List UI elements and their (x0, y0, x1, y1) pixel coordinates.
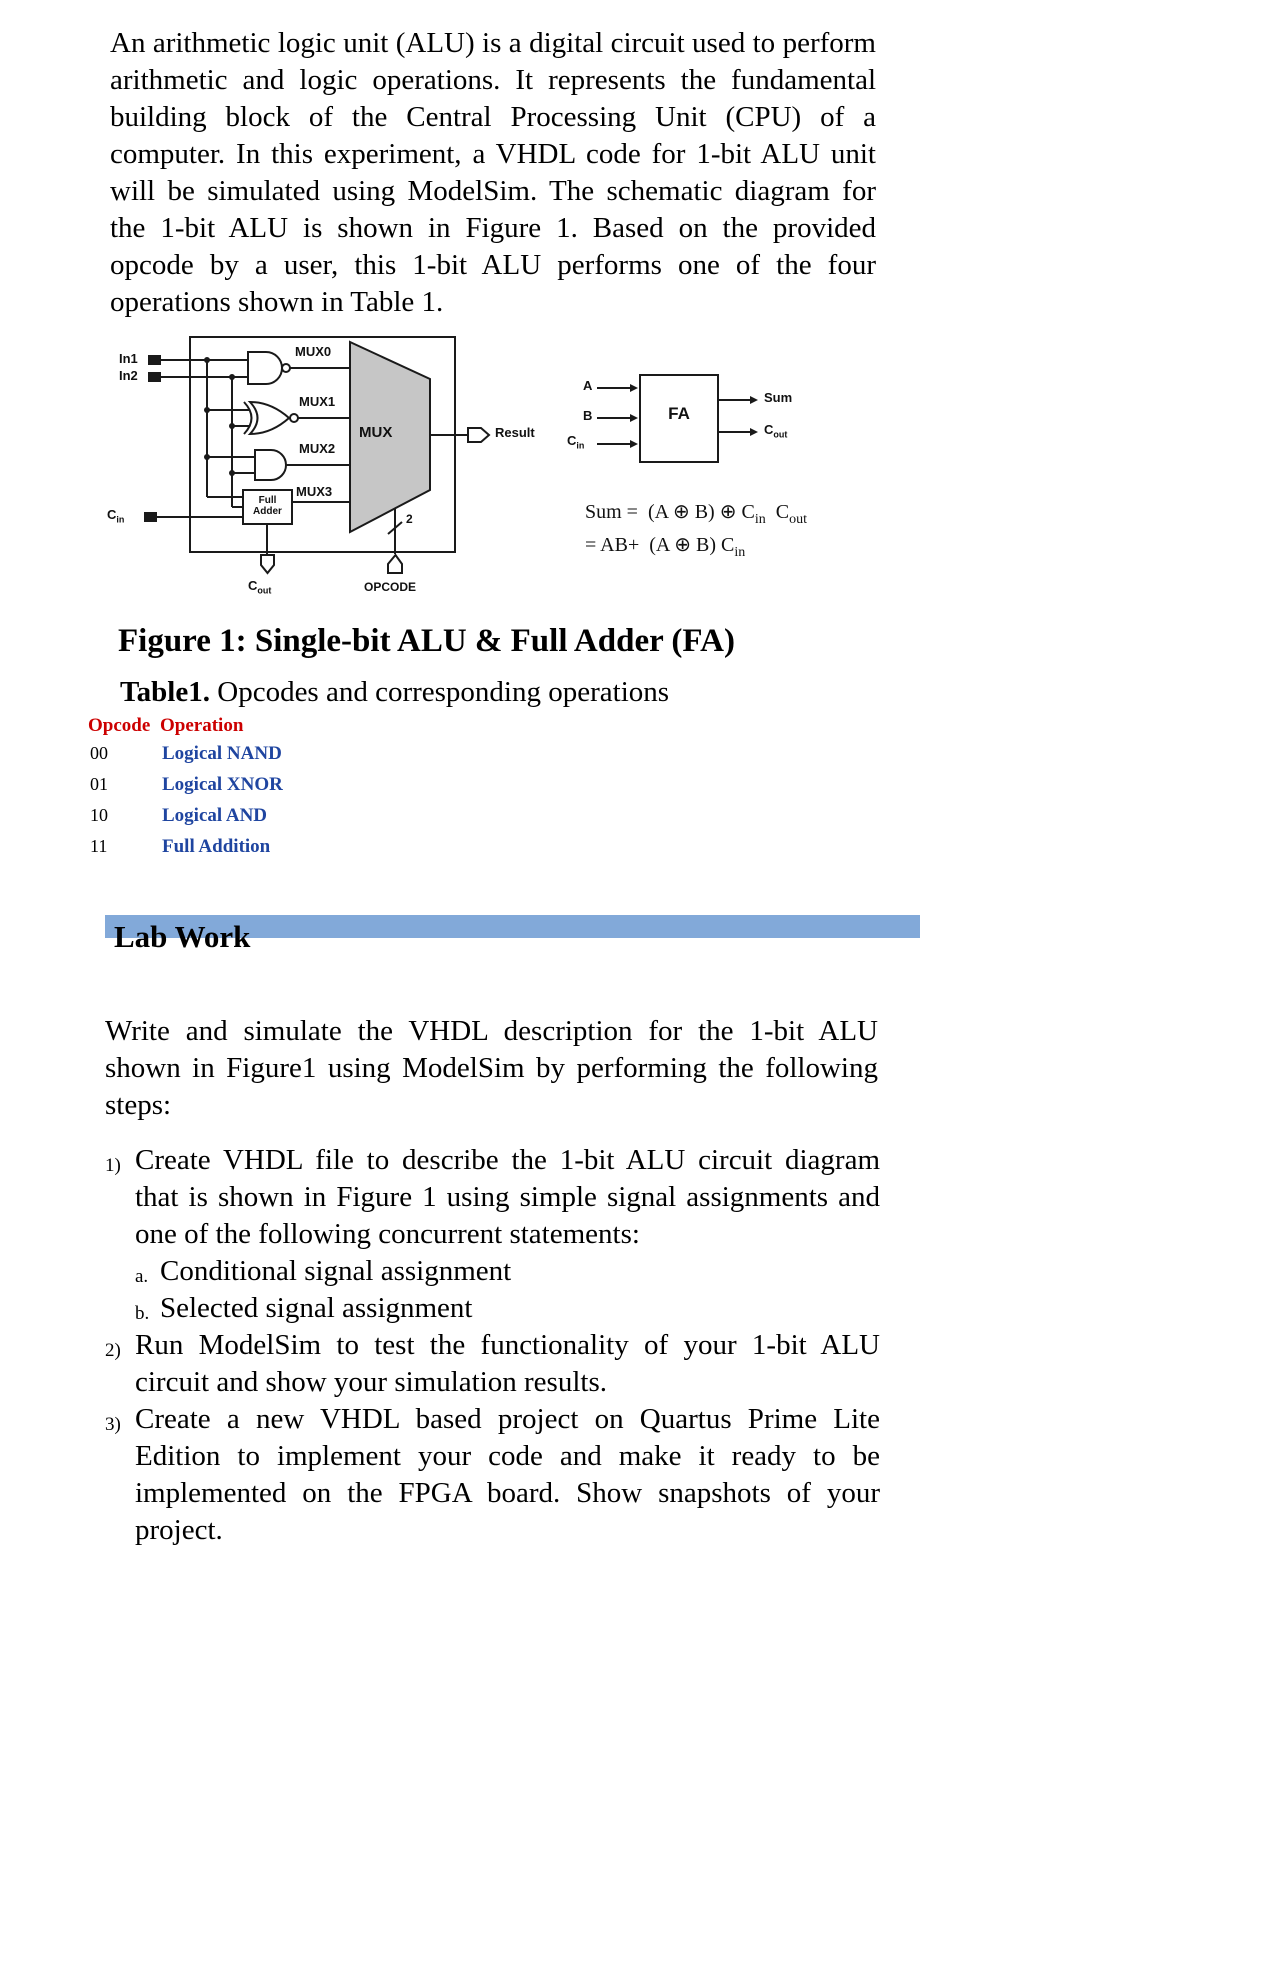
xnor-gate (250, 402, 289, 434)
sub-list-item-b (135, 1290, 880, 1327)
opcode-column-header: Opcode (88, 715, 151, 736)
list-item-3-text: Create a new VHDL based project on Quartus Prime Lite Edition to implement your code and make it ready to be implemented on the FPGA board. Show snapshots of your project. (135, 1403, 880, 1546)
cout-subscript: out (257, 585, 272, 596)
cin-port (145, 513, 156, 521)
mux1-label: MUX1 (299, 394, 336, 409)
sub-list-item-a (135, 1253, 880, 1290)
mux0-label: MUX0 (295, 344, 332, 359)
list-marker-2: 2) (105, 1340, 121, 1361)
operation-column-header: Operation (160, 715, 244, 736)
table-caption-title: Table1. (120, 676, 210, 708)
table-row (88, 836, 283, 867)
list-item-2-text: Run ModelSim to test the functionality of your 1-bit ALU circuit and show your simulation results. (135, 1329, 880, 1398)
fa-block-label: FA (668, 404, 690, 423)
opcode-port (388, 555, 402, 573)
cin-label (107, 508, 124, 525)
input-wires (157, 360, 255, 517)
list-item-1 (105, 1142, 880, 1327)
nand-bubble (282, 364, 290, 372)
opcode-table (88, 715, 283, 867)
cout-equation (585, 532, 745, 561)
mux2-label: MUX2 (299, 441, 336, 456)
cout-label (248, 579, 271, 596)
in1-label: In1 (119, 351, 138, 366)
and-gate (255, 450, 286, 480)
full-adder-label-line1: Full (258, 495, 277, 506)
list-marker-3: 3) (105, 1414, 121, 1435)
cin-subscript: in (116, 514, 125, 525)
table-row (88, 805, 283, 836)
fa-b-label: B (583, 408, 593, 423)
lab-work-heading: Lab Work (114, 919, 251, 954)
xnor-back-curve (244, 402, 252, 434)
full-adder-label (243, 495, 292, 517)
fa-cout-label (764, 423, 787, 440)
list-item-3-body (135, 1401, 880, 1549)
figure-1-diagram (85, 327, 1205, 619)
sub-list-marker-a: a. (135, 1266, 149, 1287)
table-caption (120, 676, 1284, 709)
fa-cout-letter: C (764, 422, 774, 437)
result-label: Result (495, 425, 535, 440)
opcode-cell: 00 (90, 743, 108, 763)
list-marker-1: 1) (105, 1155, 121, 1176)
opcode-cell: 11 (90, 836, 108, 856)
steps-list (105, 1142, 880, 1549)
lab-work-section-header (0, 915, 1284, 957)
mux3-label: MUX3 (296, 484, 333, 499)
alu-fa-schematic (85, 327, 1205, 619)
cout-port (261, 555, 274, 573)
full-adder-label-line2: Adder (253, 506, 282, 517)
opcode-cell: 10 (90, 805, 108, 825)
intro-paragraph: An arithmetic logic unit (ALU) is a digital circuit used to perform arithmetic and logic operations. It represents the fundamental building block of the Central Processing Unit (CPU) of a computer. In this experiment, a VHDL code for 1-bit ALU unit will be simulated using ModelSim. The schematic diagram for the 1-bit ALU is shown in Figure 1. Based on the provided opcode by a user, this 1-bit ALU performs one of the four operations shown in Table 1. (110, 27, 876, 318)
table-row (88, 774, 283, 805)
list-item-2-body (135, 1327, 880, 1401)
document-page (0, 25, 1284, 1977)
operation-cell: Logical AND (162, 805, 268, 826)
sum-equation-sub-in: in (754, 512, 766, 527)
xnor-bubble (290, 414, 298, 422)
list-item-1-body (135, 1142, 880, 1327)
sub-list-item-a-text: Conditional signal assignment (160, 1255, 512, 1287)
sum-equation-cout: C (765, 501, 790, 523)
sum-equation-sub-out: out (789, 512, 807, 527)
sum-equation (585, 499, 807, 528)
fa-cin-subscript: in (576, 440, 585, 451)
list-item-3 (105, 1401, 880, 1549)
sub-list-item-b-text: Selected signal assignment (160, 1292, 473, 1324)
sub-list-marker-b: b. (135, 1303, 150, 1324)
cout-letter: C (248, 578, 258, 593)
list-item-1-text: Create VHDL file to describe the 1-bit ALU circuit diagram that is shown in Figure 1 using simple signal assignments and one of the following concurrent statements: (135, 1144, 880, 1250)
lab-work-intro: Write and simulate the VHDL description for the 1-bit ALU shown in Figure1 using ModelSim by performing the following steps: (105, 1015, 878, 1121)
mux-label: MUX (359, 424, 393, 441)
fa-cin-label (567, 434, 584, 451)
fa-cout-subscript: out (773, 429, 788, 440)
figure-caption: Figure 1: Single-bit ALU & Full Adder (FA) (118, 623, 735, 659)
result-port (468, 428, 489, 442)
cin-letter: C (107, 507, 117, 522)
cout-equation-sub-in: in (734, 545, 746, 560)
operation-cell: Logical XNOR (162, 774, 283, 795)
table-header-row (88, 715, 283, 743)
table-caption-text: Opcodes and corresponding operations (210, 676, 670, 708)
operation-cell: Full Addition (162, 836, 271, 857)
fa-cin-letter: C (567, 433, 577, 448)
bus-width-label: 2 (406, 512, 413, 526)
nand-gate (248, 352, 282, 384)
opcode-label: OPCODE (364, 580, 417, 594)
in1-port (149, 356, 160, 364)
list-item-2 (105, 1327, 880, 1401)
operation-cell: Logical NAND (162, 743, 282, 764)
in2-label: In2 (119, 368, 138, 383)
fa-a-label: A (583, 378, 593, 393)
fa-sum-label: Sum (764, 390, 793, 405)
cout-equation-main: = AB+ (A ⊕ B) C (585, 534, 735, 556)
in2-port (149, 373, 160, 381)
opcode-cell: 01 (90, 774, 108, 794)
table-row (88, 743, 283, 774)
sum-equation-main: Sum = (A ⊕ B) ⊕ C (585, 501, 755, 523)
